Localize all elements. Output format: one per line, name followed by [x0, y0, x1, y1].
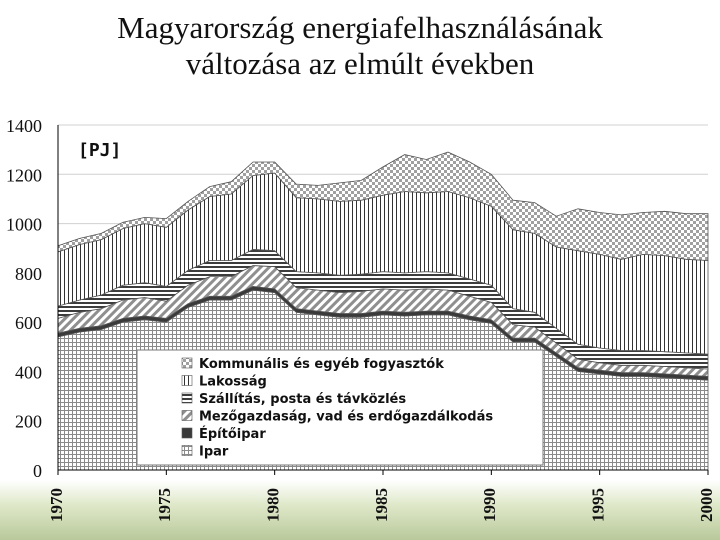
legend-label: Mezőgazdaság, vad és erdőgazdálkodás: [199, 409, 494, 425]
y-tick-label: 0: [33, 461, 42, 481]
y-tick-label: 800: [15, 263, 42, 284]
legend-label: Építőipar: [199, 427, 266, 442]
x-tick-label: 1985: [371, 488, 391, 522]
y-tick-label: 1200: [6, 165, 42, 186]
legend-swatch: [182, 393, 192, 403]
x-tick-label: 1970: [46, 488, 66, 522]
y-tick-label: 1000: [6, 214, 42, 235]
y-tick-label: 600: [15, 313, 42, 334]
legend-swatch: [182, 376, 192, 386]
x-tick-label: 1980: [263, 488, 283, 522]
legend-label: Ipar: [199, 444, 229, 460]
title-line-2: változása az elmúlt években: [185, 46, 535, 81]
y-tick-label: 400: [15, 362, 42, 383]
legend-label: Lakosság: [199, 374, 267, 390]
unit-label: [PJ]: [78, 140, 122, 161]
x-tick-label: 1995: [588, 488, 608, 522]
legend-label: Szállítás, posta és távközlés: [199, 392, 407, 407]
title-line-1: Magyarország energiafelhasználásának: [117, 10, 603, 45]
x-tick-labels: [47, 470, 716, 522]
chart-title: [0, 10, 720, 82]
y-tick-label: 200: [15, 411, 42, 432]
x-tick-label: 1990: [480, 487, 500, 522]
legend-label: Kommunális és egyéb fogyasztók: [199, 357, 444, 372]
x-tick-label: 1975: [155, 488, 175, 522]
x-tick-label: 2000: [696, 488, 716, 522]
legend-swatch: [182, 411, 192, 421]
legend-swatch: [182, 446, 192, 456]
y-tick-labels: [6, 116, 42, 481]
legend-swatch: [182, 358, 192, 368]
stacked-area-chart: [0, 110, 720, 540]
y-tick-label: 1400: [6, 116, 42, 136]
legend: [137, 350, 543, 465]
legend-swatch: [182, 428, 192, 438]
